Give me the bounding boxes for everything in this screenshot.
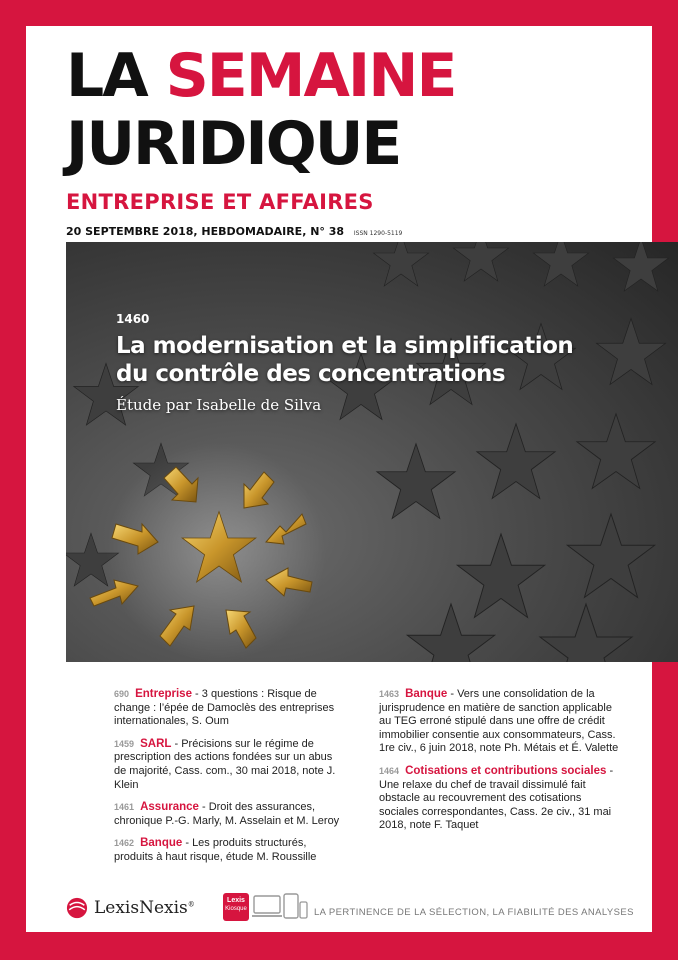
cover-article-title-line1: La modernisation et la simplification (116, 333, 574, 359)
publisher-tagline: LA PERTINENCE DE LA SÉLECTION, LA FIABILITÉ DES ANALYSES (314, 907, 634, 918)
item-text: Précisions sur le régime de prescription des actions fondées sur un abus de majorité, Cass. com., 30 mai 2018, note J. Klein (114, 737, 336, 791)
summary-item: 1464 Cotisations et contributions sociales - Une relaxe du chef de travail dissimulé fait obstacle au recouvrement des cotisations sociales correspondantes, Cass. 2e civ., 31 mai 2018, note F. Taquet (379, 764, 614, 832)
item-number: 1459 (114, 738, 135, 749)
publisher-logo (66, 894, 195, 922)
lexisnexis-globe-icon (66, 897, 88, 919)
item-text: Droit des assurances, chronique P.-G. Marly, M. Asselain et M. Leroy (114, 801, 340, 827)
item-text: Une relaxe du chef de travail dissimulé fait obstacle au recouvrement des cotisations sociales correspondantes, Cass. 2e civ., 31 mai 2018, note F. Taquet (379, 778, 612, 832)
title-word-semaine: SEMAINE (165, 41, 456, 111)
publisher-name (94, 898, 195, 918)
masthead-title-line2: JURIDIQUE (66, 109, 401, 179)
stars-illustration (66, 242, 678, 662)
kiosque-top-label: Lexis (227, 897, 245, 904)
item-category: Banque (140, 837, 183, 850)
item-text: Les produits structurés, produits à haut risque, étude M. Roussille (114, 837, 317, 863)
issn: ISSN 1290-5119 (353, 230, 403, 237)
item-number: 1462 (114, 838, 135, 849)
cover-article-title (116, 332, 636, 388)
summary-item: 1463 Banque - Vers une consolidation de la jurisprudence en matière de sanction applicable au TEG erroné stipulé dans une offre de crédit immobilier consentie aux consommateurs, Cass. 1re civ., 6 juin 2018, note Ph. Métais et É. Valette (379, 688, 619, 755)
issue-info (66, 225, 402, 238)
summary-item: 1461 Assurance - Droit des assurances, chronique P.-G. Marly, M. Asselain et M. Leroy (114, 801, 340, 827)
item-number: 1461 (114, 802, 135, 813)
laptop-tablet-phone-icon (252, 892, 308, 922)
item-number: 1463 (379, 689, 400, 699)
issue-line: 20 SEPTEMBRE 2018, HEBDOMADAIRE, N° 38 (66, 225, 345, 238)
item-category: Cotisations et contributions sociales (405, 764, 607, 777)
cover-article (116, 312, 636, 414)
summary-left-column (114, 688, 344, 874)
publisher-name-text: LexisNexis (94, 898, 188, 918)
item-text: 3 questions : Risque de change : l’épée de Damoclès des entreprises internationales, S. Oum (114, 688, 335, 728)
item-category: Assurance (140, 801, 199, 814)
item-category: Banque (405, 688, 448, 700)
item-number: 690 (114, 689, 130, 699)
item-category: SARL (140, 737, 172, 750)
summary-item: 690 Entreprise - 3 questions : Risque de change : l’épée de Damoclès des entreprises internationales, S. Oum (114, 688, 335, 728)
summary-item: 1459 SARL - Précisions sur le régime de prescription des actions fondées sur un abus de majorité, Cass. com., 30 mai 2018, note J. Klein (114, 737, 336, 791)
summary-item: 1462 Banque - Les produits structurés, produits à haut risque, étude M. Roussille (114, 837, 317, 863)
item-text: Vers une consolidation de la jurisprudence en matière de sanction applicable au TEG erroné stipulé dans une offre de crédit immobilier consentie aux consommateurs, Cass. 1re civ., 6 juin 2018, note Ph. Métais et É. Valette (379, 688, 619, 755)
lexis-kiosque-badge (223, 893, 249, 921)
cover-article-number: 1460 (116, 312, 150, 326)
item-category: Entreprise (135, 688, 192, 700)
title-word-la: LA (66, 41, 147, 111)
cover-image (66, 242, 678, 662)
masthead-title-line1 (66, 41, 456, 111)
cover-article-author: Étude par Isabelle de Silva (116, 396, 322, 414)
kiosque-bottom-label: Kiosque (225, 906, 247, 912)
item-number: 1464 (379, 765, 400, 776)
registered-mark: ® (187, 900, 195, 909)
masthead-subtitle: ENTREPRISE ET AFFAIRES (66, 190, 374, 214)
cover-article-title-line2: du contrôle des concentrations (116, 361, 506, 387)
summary-right-column (379, 688, 619, 842)
